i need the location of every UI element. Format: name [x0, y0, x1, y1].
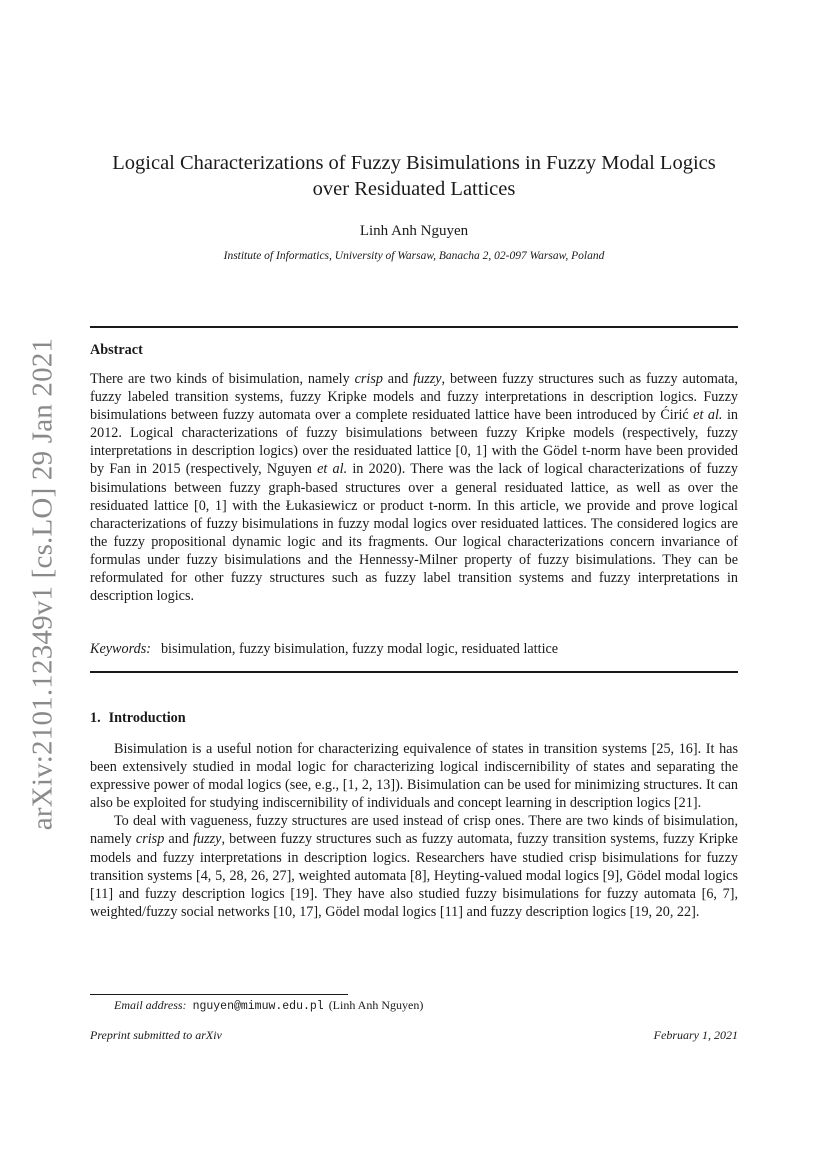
abstract-text: in 2012. Logical characterizations of fuzzy bisimulations between fuzzy Kripke models (respectively, fuzzy interpretations in description logics) over the residuated lattice [0, 1] with the Gödel t-norm have been provided by Fan in 2015 (respectively, Nguyen	[90, 407, 738, 478]
paper-title	[90, 150, 738, 202]
author-affiliation: Institute of Informatics, University of Warsaw, Banacha 2, 02-097 Warsaw, Poland	[223, 250, 605, 262]
abstract-bottom-rule	[90, 671, 738, 673]
keywords-line	[90, 641, 738, 658]
abstract-emph-etal: et al.	[693, 407, 723, 424]
footnote-label: Email address:	[114, 998, 187, 1012]
email-address: nguyen@mimuw.edu.pl	[192, 1000, 324, 1013]
arxiv-margin-stamp: arXiv:2101.12349v1 [cs.LO] 29 Jan 2021	[26, 337, 59, 831]
abstract-heading: Abstract	[90, 342, 143, 358]
abstract-text: in 2020). There was the lack of logical characterizations of fuzzy bisimulations between fuzzy graph-based structures over a general residuated lattice, as well as over the residuated lattice [0, 1] with the Łukasiewicz or product t-norm. In this article, we provide and prove logical characterizations of fuzzy bisimulations in fuzzy modal logics over residuated lattices. The considered logics are the fuzzy propositional dynamic logic and its fragments. Our logical characterizations concern invariance of formulas under fuzzy bisimulations and the Hennessy-Milner property of fuzzy bisimulations. They can be reformulated for other fuzzy structures such as fuzzy label transition systems and fuzzy interpretations in description logics.	[90, 461, 739, 605]
section-title: Introduction	[108, 710, 186, 726]
intro-text: and	[164, 831, 194, 848]
preprint-date: February 1, 2021	[653, 1028, 738, 1042]
section-heading-introduction	[90, 710, 186, 727]
intro-text: , between fuzzy structures such as fuzzy automata, fuzzy transition systems, fuzzy Kripke models and fuzzy interpretations in description logics. Researchers have studied crisp bisimulations for fuzzy transition systems [4, 5, 28, 26, 27], weighted automata [8], Heyting-valued modal logics [9], Gödel modal logics [11] and fuzzy description logics [19]. They have also studied fuzzy bisimulations for fuzzy automata [6, 7], weighted/fuzzy social networks [10, 17], Gödel modal logics [11] and fuzzy description logics [19, 20, 22].	[90, 831, 738, 920]
footnote-email	[114, 998, 423, 1013]
intro-paragraph-1: Bisimulation is a useful notion for characterizing equivalence of states in transition systems [25, 16]. It has been extensively studied in modal logic for characterizing logical indiscernibility of states and separating the expressive power of modal logics (see, e.g., [1, 2, 13]). Bisimulation can be used for minimizing structures. It can also be exploited for studying indiscernibility of individuals and concept learning in description logics [21].	[90, 741, 738, 812]
title-line-1: Logical Characterizations of Fuzzy Bisimulations in Fuzzy Modal Logics	[112, 152, 716, 174]
keywords-text: bisimulation, fuzzy bisimulation, fuzzy modal logic, residuated lattice	[160, 641, 559, 657]
title-line-2: over Residuated Lattices	[312, 178, 516, 200]
abstract-emph-etal: et al.	[317, 461, 348, 478]
footnote-rule	[90, 994, 348, 995]
intro-emph-fuzzy: fuzzy	[193, 831, 222, 848]
author-name: Linh Anh Nguyen	[359, 223, 469, 239]
introduction-body	[90, 740, 738, 921]
keywords-label: Keywords:	[90, 641, 151, 657]
abstract-emph-crisp: crisp	[354, 371, 383, 387]
abstract-emph-fuzzy: fuzzy	[413, 371, 442, 387]
intro-emph-crisp: crisp	[135, 831, 165, 848]
section-number: 1.	[90, 710, 101, 726]
abstract-top-rule	[90, 326, 738, 328]
abstract-text: , between fuzzy structures such as fuzzy automata, fuzzy labeled transition systems, fuzzy Kripke models and fuzzy interpretations in description logics. Fuzzy bisimulations between fuzzy automata over a complete residuated lattice have been introduced by Ćirić	[90, 371, 738, 424]
intro-text: To deal with vagueness, fuzzy structures are used instead of crisp ones. There are two kinds of bisimulation, namely	[90, 813, 738, 848]
intro-paragraph-2	[90, 812, 738, 921]
footnote-name: (Linh Anh Nguyen)	[328, 998, 424, 1012]
abstract-body	[90, 370, 738, 605]
abstract-text: There are two kinds of bisimulation, namely	[90, 371, 355, 387]
preprint-note: Preprint submitted to arXiv	[90, 1028, 222, 1042]
abstract-text: and	[382, 371, 414, 387]
